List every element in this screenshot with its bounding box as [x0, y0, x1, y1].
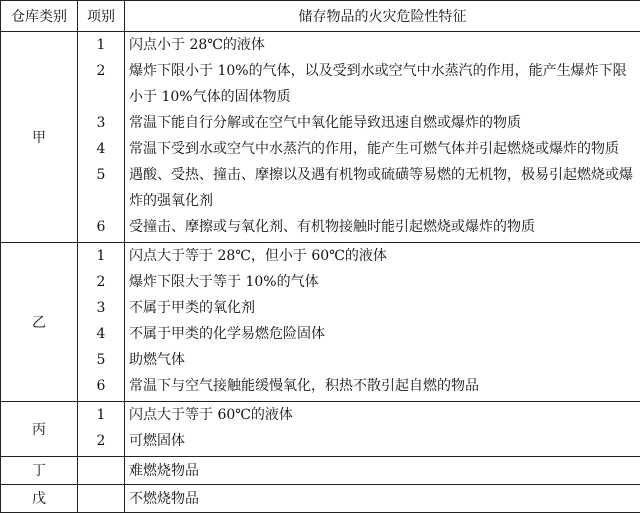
item-number-list	[78, 242, 125, 401]
table-row-wu	[1, 484, 640, 512]
item-number: 2	[96, 432, 106, 449]
item-number: 6	[96, 377, 106, 394]
category-cell: 丙	[1, 401, 78, 456]
category-cell: 丁	[1, 456, 78, 484]
feature-text: 不属于甲类的氧化剂	[129, 299, 255, 316]
feature-text: 爆炸下限大于等于 10%的气体	[129, 273, 319, 290]
category-cell: 乙	[1, 242, 78, 401]
category-cell: 戊	[1, 484, 78, 512]
item-number: 5	[96, 351, 106, 368]
item-number: 4	[96, 325, 106, 342]
feature-text: 受撞击、摩擦或与氧化剂、有机物接触时能引起燃烧或爆炸的物质	[129, 219, 535, 235]
category-cell: 甲	[1, 32, 78, 243]
feature-text: 闪点大于等于 60℃的液体	[129, 406, 293, 423]
table-row-bing	[1, 401, 640, 456]
item-number: 1	[96, 37, 106, 53]
feature-text: 不燃烧物品	[125, 484, 640, 512]
feature-list	[125, 401, 640, 456]
item-number: 5	[96, 167, 106, 183]
item-number-cell	[78, 456, 125, 484]
item-number: 3	[96, 115, 106, 131]
feature-text: 常温下受到水或空气中水蒸汽的作用，能产生可燃气体并引起燃烧或爆炸的物质	[129, 141, 619, 157]
item-number: 2	[96, 63, 106, 79]
header-category: 仓库类别	[1, 1, 78, 32]
table-header-row	[1, 1, 640, 32]
feature-text: 常温下能自行分解或在空气中氧化能导致迅速自燃或爆炸的物质	[129, 115, 521, 131]
feature-text: 常温下与空气接触能缓慢氧化，积热不散引起自燃的物品	[129, 377, 479, 394]
item-number: 2	[96, 273, 106, 290]
feature-text: 不属于甲类的化学易燃危险固体	[129, 325, 325, 342]
item-number: 3	[96, 299, 106, 316]
feature-text: 遇酸、受热、撞击、摩擦以及遇有机物或硫磺等易燃的无机物，极易引起燃烧或爆炸的强氧化剂	[129, 167, 633, 209]
item-number-cell	[78, 484, 125, 512]
feature-text: 难燃烧物品	[125, 456, 640, 484]
header-feature: 储存物品的火灾危险性特征	[125, 1, 640, 32]
feature-text: 助燃气体	[129, 351, 185, 368]
feature-list	[125, 32, 640, 243]
header-item: 项别	[78, 1, 125, 32]
feature-text: 爆炸下限小于 10%的气体，以及受到水或空气中水蒸汽的作用，能产生爆炸下限小于 10%气体的固体物质	[129, 63, 627, 105]
item-number: 6	[96, 219, 106, 235]
item-number: 1	[96, 247, 106, 264]
item-number: 1	[96, 406, 106, 423]
feature-text: 闪点小于 28℃的液体	[129, 37, 265, 53]
item-number-list	[78, 401, 125, 456]
table-row-yi	[1, 242, 640, 401]
feature-list	[125, 242, 640, 401]
feature-text: 可燃固体	[129, 432, 185, 449]
table-row-jia	[1, 32, 640, 243]
feature-text: 闪点大于等于 28℃，但小于 60℃的液体	[129, 247, 387, 264]
item-number: 4	[96, 141, 106, 157]
item-number-list	[78, 32, 125, 243]
table-row-ding	[1, 456, 640, 484]
